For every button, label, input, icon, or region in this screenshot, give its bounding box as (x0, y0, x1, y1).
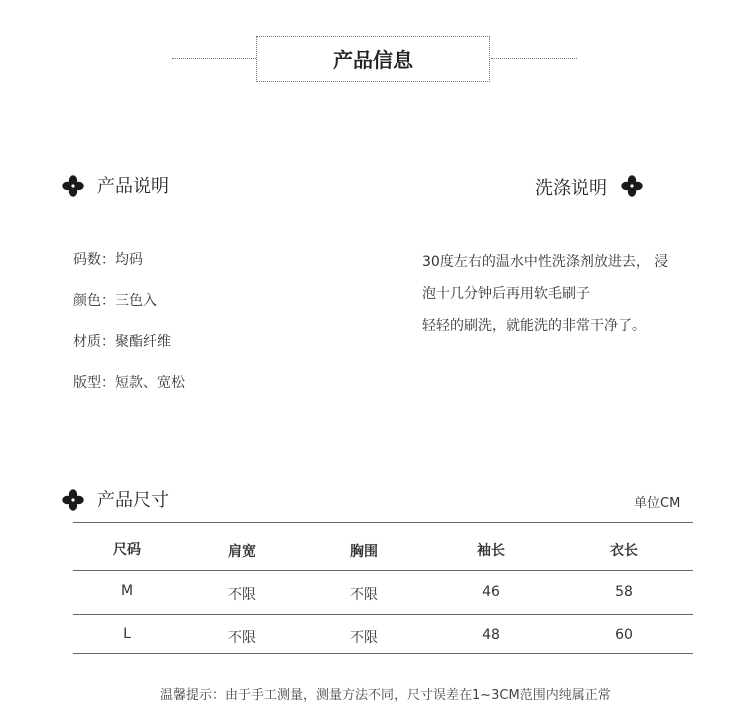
table-cell: M (120, 583, 134, 599)
table-cell: 58 (615, 584, 633, 600)
table-header: 袖长 (477, 543, 505, 559)
title-divider-left (172, 58, 256, 59)
info-color: 颜色：三色入 (73, 293, 157, 309)
table-rule (73, 614, 693, 615)
table-rule-top (73, 522, 693, 523)
table-header: 肩宽 (228, 544, 256, 560)
table-cell: 不限 (350, 587, 378, 603)
washing-line-2: 泡十几分钟后再用软毛刷子 (422, 286, 590, 302)
table-cell: 不限 (228, 630, 256, 646)
table-cell: L (123, 626, 131, 642)
table-rule-bottom (73, 653, 693, 654)
flower-icon (62, 175, 84, 197)
description-heading: 产品说明 (97, 176, 169, 197)
unit-label: 单位CM (634, 496, 681, 511)
page-title: 产品信息 (256, 36, 490, 82)
washing-line-1: 30度左右的温水中性洗涤剂放进去， 浸 (422, 254, 669, 270)
table-cell: 48 (482, 627, 500, 643)
table-header: 胸围 (350, 544, 378, 560)
info-fit: 版型：短款、宽松 (73, 375, 185, 391)
size-heading: 产品尺寸 (97, 490, 169, 511)
info-material: 材质：聚酯纤维 (73, 334, 171, 350)
washing-line-3: 轻轻的刷洗，就能洗的非常干净了。 (422, 318, 646, 334)
flower-icon (621, 175, 643, 197)
table-cell: 60 (615, 627, 633, 643)
title-divider-right (491, 58, 577, 59)
measurement-note: 温馨提示：由于手工测量，测量方法不同，尺寸误差在1~3CM范围内纯属正常 (160, 688, 611, 703)
table-cell: 不限 (350, 630, 378, 646)
washing-heading: 洗涤说明 (535, 178, 607, 199)
table-header: 尺码 (113, 542, 141, 558)
flower-icon (62, 489, 84, 511)
info-size: 码数：均码 (73, 252, 143, 268)
table-header: 衣长 (610, 543, 638, 559)
table-cell: 46 (482, 584, 500, 600)
table-cell: 不限 (228, 587, 256, 603)
table-rule (73, 570, 693, 571)
